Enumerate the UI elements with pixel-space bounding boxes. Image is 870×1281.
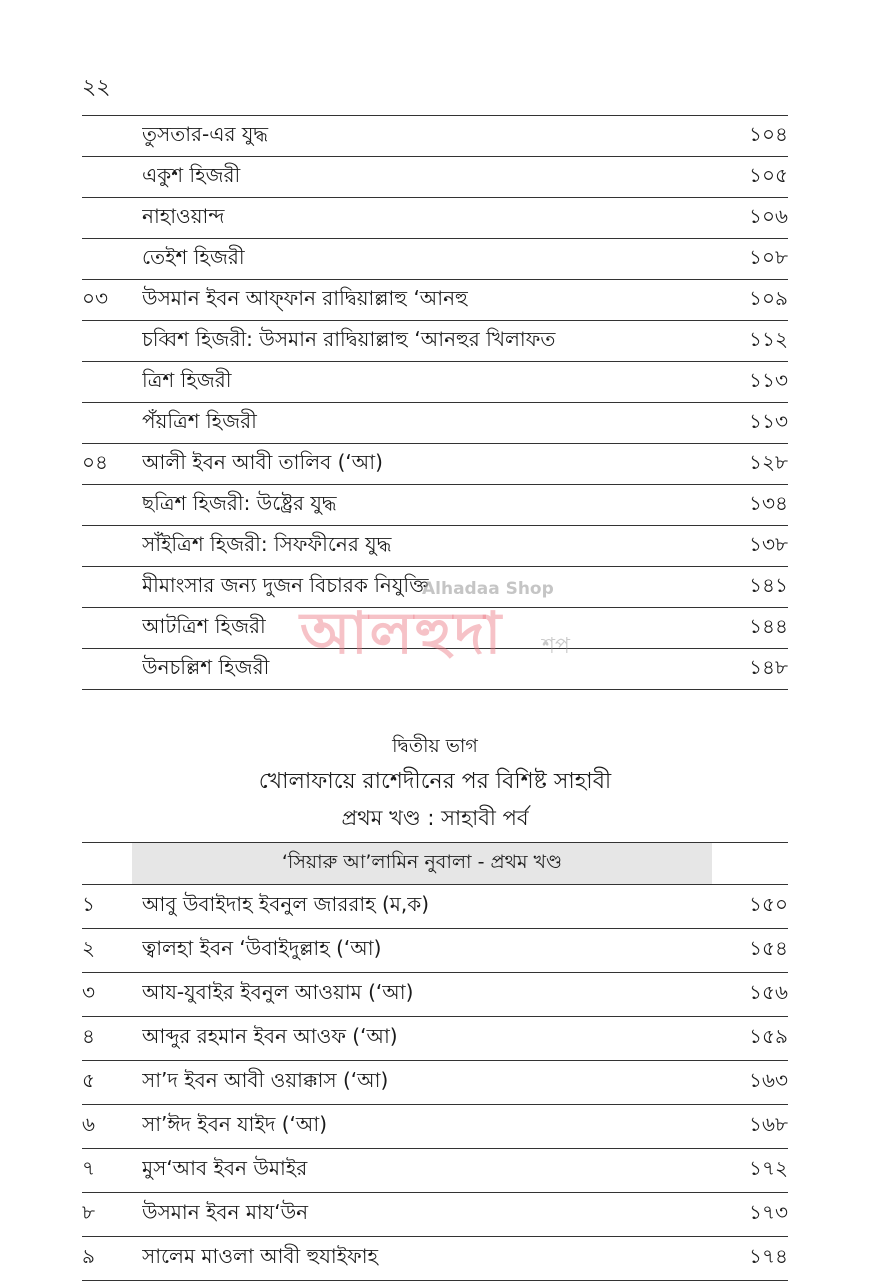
toc-entry-page: ১৭২ [749,1156,788,1180]
toc-row [82,1149,788,1193]
toc-row [82,649,788,690]
toc-row [82,403,788,444]
toc-entry-page: ১৫৪ [749,936,788,960]
section-subtitle: প্রথম খণ্ড : সাহাবী পর্ব [341,806,529,830]
toc-entry-page: ১৭৩ [749,1200,788,1224]
subsection-band: ‘সিয়ারু আ’লামিন নুবালা - প্রথম খণ্ড [132,843,712,884]
toc-entry-number: ৭ [82,1156,96,1180]
toc-entry-page: ১৪৪ [749,613,788,638]
toc-row [82,116,788,157]
toc-entry-title: উনচল্লিশ হিজরী [142,654,270,679]
toc-row [82,929,788,973]
toc-row [82,198,788,239]
toc-entry-page: ১৩৪ [749,490,788,515]
toc-row [82,280,788,321]
section-heading [82,728,788,836]
toc-entry-page: ১০৬ [749,203,788,228]
toc-row [82,321,788,362]
page-number: ২২ [82,75,111,100]
toc-entry-number: ১ [82,892,95,916]
toc-row [82,1061,788,1105]
toc-entry-title: সা’ঈদ ইবন যাইদ (‘আ) [142,1112,328,1136]
toc-entry-page: ১৪৮ [749,654,788,679]
toc-entry-number: ৬ [82,1112,96,1136]
toc-entry-page: ১৩৮ [749,531,788,556]
subsection-band-row [82,843,788,885]
toc-entry-title: আলী ইবন আবী তালিব (‘আ) [142,449,383,474]
toc-entry-number: ৮ [82,1200,95,1224]
toc-entry-number: ০৪ [82,449,108,474]
toc-row [82,1017,788,1061]
toc-entry-title: নাহাওয়ান্দ [142,203,225,228]
toc-table-part-two [82,842,788,1281]
toc-entry-page: ১৬৮ [749,1112,788,1136]
toc-entry-title: ত্রিশ হিজরী [142,367,232,392]
toc-entry-page: ১৪১ [749,572,788,597]
toc-entry-title: তুসতার-এর যুদ্ধ [142,121,269,146]
toc-row [82,973,788,1017]
toc-entry-title: সাঁইত্রিশ হিজরী: সিফফীনের যুদ্ধ [142,531,392,556]
toc-entry-title: ছত্রিশ হিজরী: উষ্ট্রের যুদ্ধ [142,490,337,515]
toc-entry-number: ০৩ [82,285,109,310]
toc-entry-title: মুস‘আব ইবন উমাইর [142,1156,308,1180]
toc-entry-number: ২ [82,936,96,960]
toc-entry-page: ১৭৪ [749,1244,788,1268]
toc-entry-page: ১০৫ [749,162,788,187]
toc-entry-number: ৩ [82,980,96,1004]
toc-row [82,485,788,526]
toc-row [82,362,788,403]
toc-entry-title: উসমান ইবন মায‘উন [142,1200,309,1224]
watermark-main-text: আলহুদা [300,599,504,667]
toc-entry-title: আয-যুবাইর ইবনুল আওয়াম (‘আ) [142,980,414,1004]
toc-entry-title: আব্দুর রহমান ইবন আওফ (‘আ) [142,1024,398,1048]
toc-row [82,1237,788,1281]
toc-entry-title: চব্বিশ হিজরী: উসমান রাদ্বিয়াল্লাহু ‘আনহুর খিলাফত [142,326,556,351]
toc-entry-number: ৯ [82,1244,95,1268]
watermark-shop-text: Alhadaa Shop [422,579,554,599]
toc-row [82,1193,788,1237]
section-part: দ্বিতীয় ভাগ [392,735,478,757]
section-title: খোলাফায়ে রাশেদীনের পর বিশিষ্ট সাহাবী [258,769,612,794]
toc-row [82,1105,788,1149]
toc-row [82,157,788,198]
toc-entry-title: সালেম মাওলা আবী হুযাইফাহ [142,1244,379,1268]
toc-entry-number: ৫ [82,1068,95,1092]
toc-entry-page: ১৫৬ [749,980,788,1004]
toc-entry-page: ১৫০ [749,892,788,916]
toc-entry-page: ১০৯ [749,285,788,310]
toc-row [82,608,788,649]
toc-entry-title: আটত্রিশ হিজরী [142,613,266,638]
toc-entry-page: ১১৩ [749,367,788,392]
toc-entry-title: ত্বালহা ইবন ‘উবাইদুল্লাহ (‘আ) [142,936,382,960]
toc-entry-page: ১১৩ [749,408,788,433]
toc-entry-page: ১২৮ [749,449,788,474]
watermark-small-text: শপ [542,634,570,659]
toc-entry-title: উসমান ইবন আফ্ফান রাদ্বিয়াল্লাহু ‘আনহু [142,285,468,310]
toc-entry-page: ১০৪ [749,121,788,146]
toc-entry-title: মীমাংসার জন্য দুজন বিচারক নিযুক্তি [142,572,429,597]
toc-table-part-one [82,115,788,690]
toc-row [82,526,788,567]
toc-entry-title: তেইশ হিজরী [142,244,245,269]
toc-entry-title: একুশ হিজরী [142,162,241,187]
toc-entry-page: ১০৮ [749,244,788,269]
toc-entry-title: পঁয়ত্রিশ হিজরী [142,408,257,433]
toc-entry-title: আবু উবাইদাহ ইবনুল জাররাহ (ম,ক) [142,892,430,916]
toc-row [82,444,788,485]
toc-row [82,885,788,929]
toc-entry-number: ৪ [82,1024,95,1048]
toc-entry-page: ১১২ [749,326,788,351]
toc-entry-page: ১৫৯ [749,1024,788,1048]
toc-row [82,567,788,608]
toc-row [82,239,788,280]
toc-entry-title: সা’দ ইবন আবী ওয়াক্কাস (‘আ) [142,1068,389,1092]
toc-entry-page: ১৬৩ [749,1068,788,1092]
